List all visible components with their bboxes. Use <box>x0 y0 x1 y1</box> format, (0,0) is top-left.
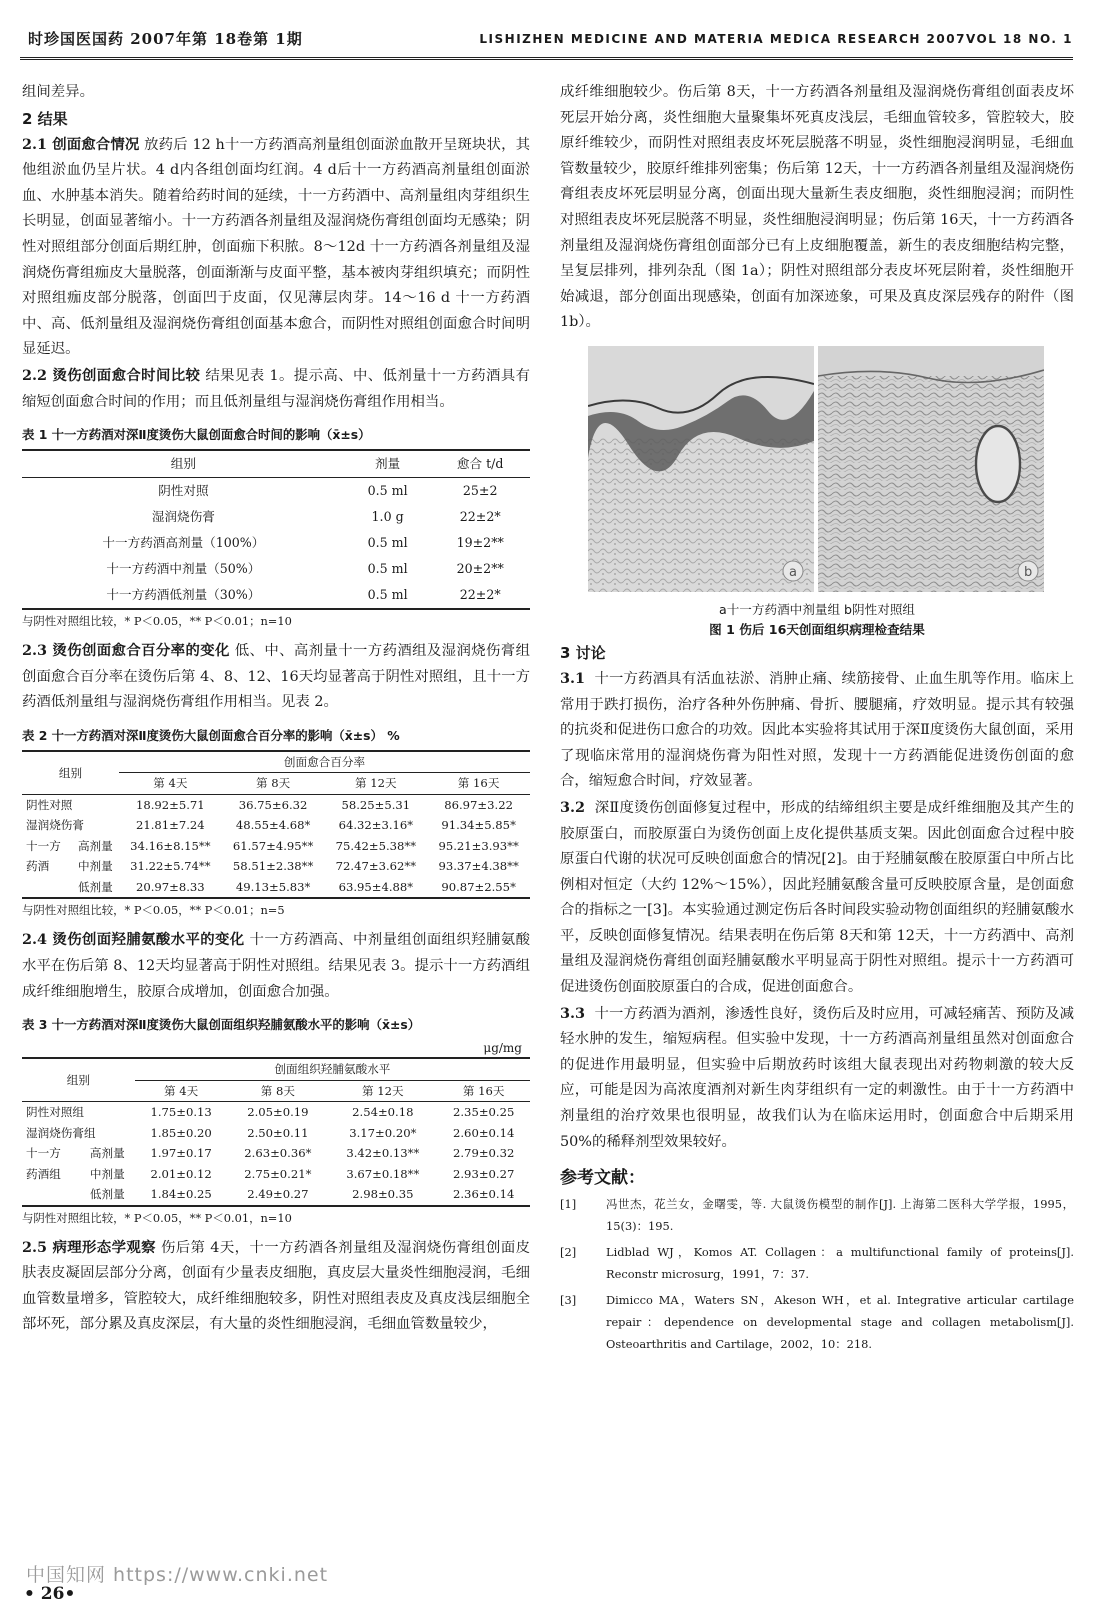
table-cell: 36.75±6.32 <box>238 797 308 812</box>
table-2-span-header: 创面愈合百分率 <box>119 751 530 773</box>
table-cell: 3.42±0.13** <box>346 1146 420 1161</box>
references-heading: 参考文献： <box>560 1168 645 1189</box>
table-cell: 1.97±0.17 <box>150 1146 212 1161</box>
figure-1b-letter: b <box>1024 564 1033 580</box>
table-cell: 2.36±0.14 <box>453 1187 515 1202</box>
table-cell: 2.50±0.11 <box>247 1125 309 1140</box>
table-cell: 20±2** <box>456 561 504 577</box>
table-2-day-header: 第 16天 <box>427 773 530 795</box>
reference-text: 冯世杰，花兰女，金曙雯，等. 大鼠烫伤模型的制作[J]. 上海第二医科大学学报，1995，15(3)：195. <box>606 1197 1074 1234</box>
table-3-group-header: 组别 <box>22 1058 135 1102</box>
paragraph-3-1 <box>560 666 1074 795</box>
table-3-unit: μg/mg <box>483 1041 522 1056</box>
table-cell: 2.05±0.19 <box>247 1105 309 1120</box>
paragraph-2-2 <box>22 363 530 415</box>
table-cell: 2.01±0.12 <box>150 1166 212 1181</box>
table-cell: 21.81±7.24 <box>135 818 205 833</box>
reference-item <box>560 1289 1074 1355</box>
table-3-caption: 表 3 十一方药酒对深Ⅱ度烫伤大鼠创面组织羟脯氨酸水平的影响（x̄±s） <box>22 1017 421 1033</box>
table-cell: 低剂量 <box>77 879 113 894</box>
table-cell: 3.67±0.18** <box>346 1166 420 1181</box>
subheading-3-1: 3.1 <box>560 669 586 687</box>
table-cell: 十一方药酒高剂量（100%） <box>102 535 265 551</box>
table-cell: 2.93±0.27 <box>453 1166 515 1181</box>
table-cell: 2.75±0.21* <box>244 1166 312 1181</box>
table-cell: 75.42±5.38** <box>335 838 416 853</box>
table-row <box>22 582 530 609</box>
text-2-1: 放药后 12 h十一方药酒高剂量组创面淤血散开呈斑块状，其他组淤血仍呈片状。4 d内各组创面均红润。4 d后十一方药酒高剂量组创面淤血、水肿基本消失。随着给药时间的延续，十一方药酒中、高剂量组肉芽组织生长明显，创面显著缩小。十一方药酒各剂量组及湿润烧伤膏组创面均无感染；阴性对照组部分创面后期红肿，创面痂下积脓。8～12d 十一方药酒各剂量组及湿润烧伤膏组痂皮大量脱落，创面渐渐与皮面平整，基本被肉芽组织填充；而阴性对照组痂皮部分脱落，创面凹于皮面，仅见薄层肉芽。14～16 d 十一方药酒中、高、低剂量组及湿润烧伤膏组创面基本愈合，而阴性对照组创面愈合时间明显延迟。 <box>22 136 530 358</box>
figure-1 <box>580 346 1040 592</box>
table-cell: 31.22±5.74** <box>130 859 211 874</box>
cnki-watermark: 中国知网 https://www.cnki.net <box>26 1564 329 1586</box>
table-cell <box>22 877 72 899</box>
table-row <box>22 478 530 505</box>
reference-number: [1] <box>560 1197 577 1212</box>
table-cell: 湿润烧伤膏 <box>151 509 215 525</box>
table-row <box>22 504 530 530</box>
table-cell: 63.95±4.88* <box>338 879 414 894</box>
text-2-2: 结果见表 1。提示高、中、低剂量十一方药酒具有缩短创面愈合时间的作用；而且低剂量组与湿润烧伤膏组作用相当。 <box>22 367 530 410</box>
table-cell: 91.34±5.85* <box>441 818 516 833</box>
paragraph-3-3 <box>560 1001 1074 1156</box>
table-cell: 0.5 ml <box>367 535 408 551</box>
table-cell: 高剂量 <box>77 838 113 853</box>
left-column <box>22 80 530 1550</box>
text-2-5: 伤后第 4天，十一方药酒各剂量组及湿润烧伤膏组创面皮肤表皮凝固层部分分离，创面有少量表皮细胞，真皮层大量炎性细胞浸润，毛细血管数量增多，管腔较大，成纤维细胞较多，阴性对照组表皮及真皮浅层细胞全部坏死，部分累及真皮深层，有大量的炎性细胞浸润，毛细血管数量较少， <box>22 1239 530 1333</box>
table-row <box>22 794 530 815</box>
running-header <box>20 20 1073 60</box>
table-cell: 58.51±2.38** <box>232 859 314 874</box>
table-cell: 95.21±3.93** <box>438 838 519 853</box>
page-number: • 26• <box>24 1584 76 1604</box>
text-2-4: 十一方药酒高、中剂量组创面组织羟脯氨酸水平在伤后第 8、12天均显著高于阴性对照组。结果见表 3。提示十一方药酒组成纤维细胞增生，胶原合成增加，创面愈合加强。 <box>22 932 530 1000</box>
table-3-day-header: 第 8天 <box>227 1080 328 1102</box>
table-row <box>22 815 530 836</box>
table-row <box>22 556 530 582</box>
table-cell: 64.32±3.16* <box>338 818 414 833</box>
figure-1-subcaption: a十一方药酒中剂量组 b阴性对照组 <box>718 601 916 617</box>
table-row <box>22 1123 530 1144</box>
table-3-day-header: 第 16天 <box>437 1080 530 1102</box>
table-cell: 0.5 ml <box>367 561 408 577</box>
table-row <box>22 877 530 899</box>
table-3-day-header: 第 4天 <box>135 1080 228 1102</box>
table-cell: 药酒 <box>26 859 50 874</box>
table-cell: 阴性对照 <box>26 797 73 812</box>
table-1-caption: 表 1 十一方药酒对深Ⅱ度烫伤大鼠创面愈合时间的影响（x̄±s） <box>22 427 371 443</box>
figure-1a-letter: a <box>789 564 797 580</box>
table-cell: 中剂量 <box>89 1166 125 1181</box>
table-cell: 十一方 <box>26 838 61 853</box>
table-cell: 49.13±5.83* <box>235 879 311 894</box>
table-3-span-header: 创面组织羟脯氨酸水平 <box>135 1058 530 1080</box>
table-1 <box>22 449 530 610</box>
table-row <box>22 836 530 857</box>
table-cell: 72.47±3.62** <box>335 859 416 874</box>
subheading-3-3: 3.3 <box>560 1004 586 1022</box>
table-cell: 20.97±8.33 <box>135 879 205 894</box>
table-cell: 阴性对照 <box>158 483 209 499</box>
figure-1-caption: 图 1 伤后 16天创面组织病理检查结果 <box>709 621 925 637</box>
table-cell: 25±2 <box>462 483 498 499</box>
table-row <box>22 1102 530 1123</box>
table-2-day-header: 第 4天 <box>119 773 222 795</box>
table-cell: 十一方药酒低剂量（30%） <box>106 587 261 603</box>
table-cell: 3.17±0.20* <box>349 1125 417 1140</box>
table-2-day-header: 第 12天 <box>324 773 427 795</box>
table-3-note: 与阴性对照组比较，* P＜0.05，** P＜0.01，n=10 <box>22 1210 292 1225</box>
table-cell: 58.25±5.31 <box>341 797 411 812</box>
journal-title-cn: 时珍国医国药 2007年第 18卷第 1期 <box>28 30 303 48</box>
subheading-2-5: 2.5 病理形态学观察 <box>22 1238 156 1256</box>
table-cell: 86.97±3.22 <box>444 797 513 812</box>
journal-title-en: LISHIZHEN MEDICINE AND MATERIA MEDICA RESEARCH 2007VOL 18 NO. 1 <box>479 31 1073 46</box>
table-2 <box>22 750 530 900</box>
table-cell: 93.37±4.38** <box>438 859 519 874</box>
table-cell: 0.5 ml <box>367 483 408 499</box>
table-cell: 2.63±0.36* <box>244 1146 312 1161</box>
table-cell: 湿润烧伤膏组 <box>26 1125 96 1140</box>
text-3-2: 深Ⅱ度烫伤创面修复过程中，形成的结缔组织主要是成纤维细胞及其产生的胶原蛋白，而胶原蛋白为烫伤创面上皮化提供基质支架。因此创面愈合过程中胶原蛋白代谢的状况可反映创面愈合的情况[2]。由于羟脯氨酸在胶原蛋白中所占比例相对恒定（大约 12%～15%），因此羟脯氨酸含量可反映胶原含量，是创面愈合的指标之一[3]。本实验通过测定伤后各时间段实验动物创面组织的羟脯氨酸水平，反映创面修复情况。结果表明在伤后第 8天和第 12天，十一方药酒中、高剂量组及湿润烧伤膏组创面羟脯氨酸水平明显高于阴性对照组。提示十一方药酒可促进烫伤创面胶原蛋白的合成，促进创面愈合。 <box>560 799 1074 996</box>
text-2-3: 低、中、高剂量十一方药酒组及湿润烧伤膏组创面愈合百分率在烫伤后第 4、8、12、16天均显著高于阴性对照组，且十一方药酒低剂量组与湿润烧伤膏组作用相当。见表 2。 <box>22 643 530 711</box>
table-2-note: 与阴性对照组比较，* P＜0.05，** P＜0.01；n=5 <box>22 903 285 918</box>
reference-number: [2] <box>560 1245 577 1260</box>
table-1-note: 与阴性对照组比较，* P＜0.05，** P＜0.01；n=10 <box>22 614 292 629</box>
table-cell: 十一方药酒中剂量（50%） <box>106 561 261 577</box>
table-cell: 61.57±4.95** <box>232 838 314 853</box>
table-2-group-header: 组别 <box>22 751 119 795</box>
table-cell: 2.35±0.25 <box>453 1105 515 1120</box>
table-cell <box>22 1184 80 1206</box>
table-cell: 低剂量 <box>89 1187 125 1202</box>
reference-item <box>560 1241 1074 1285</box>
table-cell: 十一方 <box>26 1146 61 1161</box>
table-cell: 2.54±0.18 <box>352 1105 414 1120</box>
table-cell: 高剂量 <box>89 1146 125 1161</box>
reference-number: [3] <box>560 1293 577 1308</box>
table-cell: 34.16±8.15** <box>130 838 211 853</box>
text-3-3: 十一方药酒为酒剂，渗透性良好，烫伤后及时应用，可减轻痛苦、预防及减轻水肿的发生，缩短病程。但实验中发现，十一方药酒高剂量组虽然对创面愈合的促进作用最明显，但实验中后期放药时该组大鼠表现出对药物刺激的较大反应，可能是因为高浓度酒剂对新生肉芽组织有一定的刺激性。由于十一方药酒中剂量组的治疗效果也很明显，故我们认为在临床运用时，创面愈合中后期采用 50%的稀释剂型效果较好。 <box>560 1005 1074 1150</box>
paragraph-2-4 <box>22 927 530 1005</box>
section-heading-results: 2 结果 <box>22 109 68 128</box>
micrograph-a-image <box>588 346 814 592</box>
table-cell: 中剂量 <box>77 859 113 874</box>
reference-text: Lidblad WJ，Komos AT. Collagen：a multifunctional family of proteins[J]. Reconstr microsurg，1991，7：37. <box>606 1245 1074 1282</box>
subheading-2-2: 2.2 烫伤创面愈合时间比较 <box>22 366 201 384</box>
paragraph-3-2 <box>560 795 1074 1001</box>
table-cell: 药酒组 <box>26 1166 61 1181</box>
subheading-2-3: 2.3 烫伤创面愈合百分率的变化 <box>22 642 230 660</box>
table-2-caption: 表 2 十一方药酒对深Ⅱ度烫伤大鼠创面愈合百分率的影响（x̄±s） % <box>22 727 400 743</box>
micrograph-b-image <box>818 346 1044 592</box>
table-cell: 湿润烧伤膏 <box>26 818 84 833</box>
table-row <box>22 856 530 877</box>
reference-text: Dimicco MA，Waters SN，Akeson WH，et al. Integrative articular cartilage repair：dependence on developmental stage and collagen metabolism[J]. Osteoarthritis and Cartilage，2002，10：218. <box>606 1293 1074 1352</box>
table-cell: 1.85±0.20 <box>150 1125 212 1140</box>
subheading-2-1: 2.1 创面愈合情况 <box>22 135 140 153</box>
table-3 <box>22 1057 530 1207</box>
table-2-day-header: 第 8天 <box>222 773 325 795</box>
table-cell: 2.49±0.27 <box>247 1187 309 1202</box>
table-row <box>22 1143 530 1164</box>
text-3-1: 十一方药酒具有活血祛淤、消肿止痛、续筋接骨、止血生肌等作用。临床上常用于跌打损伤，治疗各种外伤肿痛、骨折、腰腿痛，疗效明显。提示其有较强的抗炎和促进伤口愈合的功效。因此本实验将其试用于深Ⅱ度烫伤大鼠创面，采用了现临床常用的湿润烧伤膏为阳性对照，发现十一方药酒能促进烫伤创面的愈合，缩短愈合时间，疗效显著。 <box>560 670 1074 790</box>
paragraph-intro-tail: 组间差异。 <box>22 84 94 100</box>
table-1-header: 剂量 <box>345 450 431 478</box>
reference-item <box>560 1193 1074 1237</box>
table-cell: 48.55±4.68* <box>235 818 311 833</box>
table-cell: 2.98±0.35 <box>352 1187 414 1202</box>
table-cell: 22±2* <box>459 587 501 603</box>
table-cell: 1.0 g <box>371 509 404 525</box>
table-cell: 19±2** <box>456 535 504 551</box>
subheading-2-4: 2.4 烫伤创面羟脯氨酸水平的变化 <box>22 931 245 949</box>
table-cell: 2.60±0.14 <box>453 1125 515 1140</box>
subheading-3-2: 3.2 <box>560 798 586 816</box>
table-cell: 1.84±0.25 <box>150 1187 212 1202</box>
table-row <box>22 1164 530 1185</box>
right-column <box>560 80 1074 1550</box>
table-cell: 0.5 ml <box>367 587 408 603</box>
table-cell: 18.92±5.71 <box>135 797 205 812</box>
table-cell: 90.87±2.55* <box>441 879 516 894</box>
section-heading-discussion: 3 讨论 <box>560 643 606 662</box>
paragraph-2-5 <box>22 1235 530 1338</box>
table-cell: 阴性对照组 <box>26 1105 84 1120</box>
table-1-header: 组别 <box>22 450 345 478</box>
table-row <box>22 1184 530 1206</box>
table-cell: 1.75±0.13 <box>150 1105 212 1120</box>
table-cell: 22±2* <box>459 509 501 525</box>
table-cell: 2.79±0.32 <box>453 1146 515 1161</box>
paragraph-2-5-continued: 成纤维细胞较少。伤后第 8天，十一方药酒各剂量组及湿润烧伤膏组创面表皮坏死层开始分离，炎性细胞大量聚集坏死真皮浅层，毛细血管较多，管腔较大，胶原纤维较少，而阴性对照组表皮坏死层脱落不明显，炎性细胞浸润明显，毛细血管数量较少，胶原纤维排列密集；伤后第 12天，十一方药酒各剂量组及湿润烧伤膏组表皮坏死层明显分离，创面出现大量新生表皮细胞，炎性细胞浸润；而阴性对照组表皮坏死层脱落不明显，炎性细胞浸润明显；伤后第 16天，十一方药酒各剂量组及湿润烧伤膏组创面部分已有上皮细胞覆盖，新生的表皮细胞结构完整，呈复层排列，排列杂乱（图 1a）；阴性对照组部分表皮坏死层附着，炎性细胞开始减退，部分创面出现感染，创面有加深迹象，可果及真皮深层残存的附件（图 1b）。 <box>560 84 1074 331</box>
table-3-day-header: 第 12天 <box>328 1080 437 1102</box>
table-1-header: 愈合 t/d <box>430 450 530 478</box>
table-row <box>22 530 530 556</box>
figure-1b-micrograph <box>818 346 1044 592</box>
figure-1a-micrograph <box>588 346 814 592</box>
paragraph-2-1 <box>22 132 530 363</box>
paragraph-2-3 <box>22 638 530 716</box>
